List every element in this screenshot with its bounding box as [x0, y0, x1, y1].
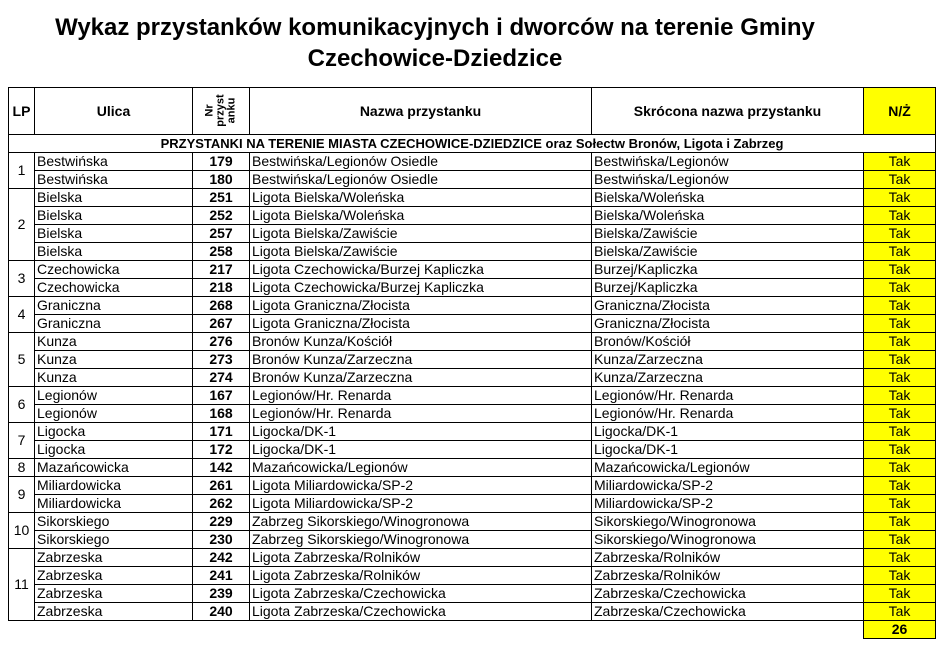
cell-nr: 268 — [193, 297, 250, 315]
cell-nazwa: Legionów/Hr. Renarda — [250, 405, 592, 423]
cell-ulica: Zabrzeska — [35, 585, 193, 603]
cell-nazwa: Ligota Miliardowicka/SP-2 — [250, 495, 592, 513]
cell-nr: 251 — [193, 189, 250, 207]
cell-ulica: Czechowicka — [35, 261, 193, 279]
cell-nz: Tak — [864, 279, 936, 297]
cell-ulica: Zabrzeska — [35, 549, 193, 567]
cell-nr: 240 — [193, 603, 250, 621]
table-row — [9, 495, 936, 513]
cell-nz: Tak — [864, 315, 936, 333]
cell-nz: Tak — [864, 423, 936, 441]
cell-skrocona: Miliardowicka/SP-2 — [592, 477, 864, 495]
cell-ulica: Graniczna — [35, 315, 193, 333]
cell-nr: 229 — [193, 513, 250, 531]
cell-skrocona: Burzej/Kapliczka — [592, 261, 864, 279]
cell-skrocona: Bielska/Woleńska — [592, 189, 864, 207]
cell-nazwa: Ligota Zabrzeska/Rolników — [250, 549, 592, 567]
table-row — [9, 567, 936, 585]
table-row — [9, 351, 936, 369]
header-nr-label: Nr przyst anku — [203, 94, 238, 127]
cell-ulica: Mazańcowicka — [35, 459, 193, 477]
table-row — [9, 171, 936, 189]
cell-lp: 4 — [9, 297, 35, 333]
cell-nr: 258 — [193, 243, 250, 261]
cell-ulica: Bielska — [35, 243, 193, 261]
cell-nz: Tak — [864, 441, 936, 459]
cell-skrocona: Miliardowicka/SP-2 — [592, 495, 864, 513]
cell-lp: 8 — [9, 459, 35, 477]
cell-skrocona: Ligocka/DK-1 — [592, 441, 864, 459]
cell-nazwa: Ligota Miliardowicka/SP-2 — [250, 477, 592, 495]
cell-ulica: Bielska — [35, 225, 193, 243]
title-line-1: Wykaz przystanków komunikacyjnych i dworców na terenie Gminy — [55, 14, 815, 41]
section-row — [9, 135, 936, 153]
cell-nz: Tak — [864, 495, 936, 513]
cell-skrocona: Bestwińska/Legionów — [592, 153, 864, 171]
cell-ulica: Kunza — [35, 333, 193, 351]
cell-nr: 239 — [193, 585, 250, 603]
cell-nz: Tak — [864, 459, 936, 477]
cell-ulica: Sikorskiego — [35, 531, 193, 549]
cell-nazwa: Ligota Graniczna/Złocista — [250, 315, 592, 333]
cell-nr: 168 — [193, 405, 250, 423]
table-row — [9, 423, 936, 441]
cell-nr: 172 — [193, 441, 250, 459]
cell-nr: 273 — [193, 351, 250, 369]
cell-nazwa: Bestwińska/Legionów Osiedle — [250, 171, 592, 189]
cell-ulica: Legionów — [35, 387, 193, 405]
cell-nr: 180 — [193, 171, 250, 189]
table-row — [9, 207, 936, 225]
cell-lp: 3 — [9, 261, 35, 297]
cell-nz: Tak — [864, 189, 936, 207]
cell-skrocona: Zabrzeska/Czechowicka — [592, 603, 864, 621]
cell-nazwa: Ligota Czechowicka/Burzej Kapliczka — [250, 279, 592, 297]
cell-nz: Tak — [864, 477, 936, 495]
cell-skrocona: Zabrzeska/Rolników — [592, 549, 864, 567]
cell-nazwa: Legionów/Hr. Renarda — [250, 387, 592, 405]
cell-nazwa: Ligota Bielska/Zawiście — [250, 243, 592, 261]
table-row — [9, 477, 936, 495]
cell-nazwa: Bronów Kunza/Zarzeczna — [250, 351, 592, 369]
cell-nr: 179 — [193, 153, 250, 171]
cell-skrocona: Bestwińska/Legionów — [592, 171, 864, 189]
cell-nazwa: Ligota Zabrzeska/Czechowicka — [250, 585, 592, 603]
header-ulica: Ulica — [35, 88, 193, 135]
cell-nz: Tak — [864, 531, 936, 549]
cell-skrocona: Bielska/Zawiście — [592, 225, 864, 243]
cell-skrocona: Graniczna/Złocista — [592, 315, 864, 333]
cell-nz: Tak — [864, 207, 936, 225]
cell-skrocona: Bielska/Zawiście — [592, 243, 864, 261]
cell-nazwa: Mazańcowicka/Legionów — [250, 459, 592, 477]
cell-lp: 7 — [9, 423, 35, 459]
cell-nz: Tak — [864, 405, 936, 423]
table-row — [9, 315, 936, 333]
cell-nazwa: Ligota Graniczna/Złocista — [250, 297, 592, 315]
table-row — [9, 405, 936, 423]
cell-nz: Tak — [864, 243, 936, 261]
cell-skrocona: Zabrzeska/Czechowicka — [592, 585, 864, 603]
cell-ulica: Czechowicka — [35, 279, 193, 297]
cell-ulica: Kunza — [35, 351, 193, 369]
cell-ulica: Legionów — [35, 405, 193, 423]
cell-nz: Tak — [864, 387, 936, 405]
table-row — [9, 225, 936, 243]
cell-nazwa: Bronów Kunza/Zarzeczna — [250, 369, 592, 387]
cell-lp: 5 — [9, 333, 35, 387]
total-count: 26 — [864, 621, 936, 639]
cell-ulica: Ligocka — [35, 423, 193, 441]
cell-nr: 142 — [193, 459, 250, 477]
cell-nz: Tak — [864, 567, 936, 585]
cell-skrocona: Graniczna/Złocista — [592, 297, 864, 315]
header-nr — [193, 88, 250, 135]
cell-nz: Tak — [864, 261, 936, 279]
cell-ulica: Bestwińska — [35, 153, 193, 171]
table-row — [9, 333, 936, 351]
table-header-row — [9, 88, 936, 135]
cell-nz: Tak — [864, 369, 936, 387]
cell-lp: 6 — [9, 387, 35, 423]
table-row — [9, 297, 936, 315]
table-row — [9, 549, 936, 567]
cell-lp: 2 — [9, 189, 35, 261]
cell-skrocona: Zabrzeska/Rolników — [592, 567, 864, 585]
cell-skrocona: Kunza/Zarzeczna — [592, 369, 864, 387]
header-nz: N/Ż — [864, 88, 936, 135]
cell-nr: 276 — [193, 333, 250, 351]
table-row — [9, 153, 936, 171]
cell-ulica: Bestwińska — [35, 171, 193, 189]
cell-skrocona: Sikorskiego/Winogronowa — [592, 513, 864, 531]
cell-nazwa: Ligota Bielska/Zawiście — [250, 225, 592, 243]
cell-nr: 218 — [193, 279, 250, 297]
cell-ulica: Kunza — [35, 369, 193, 387]
cell-nr: 171 — [193, 423, 250, 441]
cell-nr: 242 — [193, 549, 250, 567]
table-row — [9, 585, 936, 603]
cell-nz: Tak — [864, 297, 936, 315]
cell-skrocona: Burzej/Kapliczka — [592, 279, 864, 297]
title-line-2: Czechowice-Dziedzice — [307, 45, 563, 72]
cell-ulica: Zabrzeska — [35, 603, 193, 621]
table-row — [9, 387, 936, 405]
cell-ulica: Zabrzeska — [35, 567, 193, 585]
cell-nazwa: Ligota Zabrzeska/Rolników — [250, 567, 592, 585]
cell-nazwa: Ligota Zabrzeska/Czechowicka — [250, 603, 592, 621]
table-row — [9, 279, 936, 297]
cell-nazwa: Ligota Czechowicka/Burzej Kapliczka — [250, 261, 592, 279]
cell-nazwa: Zabrzeg Sikorskiego/Winogronowa — [250, 513, 592, 531]
table-row — [9, 441, 936, 459]
table-row — [9, 513, 936, 531]
table-row — [9, 459, 936, 477]
cell-nr: 267 — [193, 315, 250, 333]
cell-nazwa: Zabrzeg Sikorskiego/Winogronowa — [250, 531, 592, 549]
document-title — [0, 12, 870, 74]
cell-skrocona: Bielska/Woleńska — [592, 207, 864, 225]
cell-ulica: Miliardowicka — [35, 495, 193, 513]
cell-nazwa: Ligocka/DK-1 — [250, 423, 592, 441]
cell-lp: 10 — [9, 513, 35, 549]
table-body — [9, 135, 936, 639]
cell-nr: 252 — [193, 207, 250, 225]
bus-stops-table — [8, 87, 936, 639]
cell-ulica: Graniczna — [35, 297, 193, 315]
cell-skrocona: Mazańcowicka/Legionów — [592, 459, 864, 477]
cell-nz: Tak — [864, 585, 936, 603]
cell-ulica: Miliardowicka — [35, 477, 193, 495]
cell-nr: 217 — [193, 261, 250, 279]
cell-nr: 230 — [193, 531, 250, 549]
cell-nz: Tak — [864, 513, 936, 531]
cell-nazwa: Bronów Kunza/Kościół — [250, 333, 592, 351]
table-row — [9, 531, 936, 549]
cell-nr: 262 — [193, 495, 250, 513]
cell-lp: 11 — [9, 549, 35, 621]
cell-nr: 261 — [193, 477, 250, 495]
header-lp: LP — [9, 88, 35, 135]
header-skrocona: Skrócona nazwa przystanku — [592, 88, 864, 135]
cell-ulica: Sikorskiego — [35, 513, 193, 531]
total-row — [9, 621, 936, 639]
cell-nz: Tak — [864, 351, 936, 369]
cell-nr: 257 — [193, 225, 250, 243]
total-spacer — [9, 621, 864, 639]
cell-skrocona: Legionów/Hr. Renarda — [592, 405, 864, 423]
table-row — [9, 189, 936, 207]
cell-nr: 274 — [193, 369, 250, 387]
cell-lp: 1 — [9, 153, 35, 189]
table-row — [9, 369, 936, 387]
cell-skrocona: Bronów/Kościół — [592, 333, 864, 351]
cell-nr: 167 — [193, 387, 250, 405]
cell-lp: 9 — [9, 477, 35, 513]
cell-nazwa: Ligota Bielska/Woleńska — [250, 189, 592, 207]
cell-ulica: Ligocka — [35, 441, 193, 459]
cell-nz: Tak — [864, 603, 936, 621]
table-row — [9, 261, 936, 279]
header-nazwa: Nazwa przystanku — [250, 88, 592, 135]
cell-nz: Tak — [864, 333, 936, 351]
cell-nazwa: Ligocka/DK-1 — [250, 441, 592, 459]
cell-ulica: Bielska — [35, 207, 193, 225]
cell-nz: Tak — [864, 549, 936, 567]
cell-nz: Tak — [864, 225, 936, 243]
cell-ulica: Bielska — [35, 189, 193, 207]
cell-nz: Tak — [864, 171, 936, 189]
cell-nz: Tak — [864, 153, 936, 171]
cell-skrocona: Sikorskiego/Winogronowa — [592, 531, 864, 549]
cell-nazwa: Bestwińska/Legionów Osiedle — [250, 153, 592, 171]
section-heading: PRZYSTANKI NA TERENIE MIASTA CZECHOWICE-DZIEDZICE oraz Sołectw Bronów, Ligota i Zabrzeg — [9, 135, 936, 153]
cell-skrocona: Ligocka/DK-1 — [592, 423, 864, 441]
cell-nazwa: Ligota Bielska/Woleńska — [250, 207, 592, 225]
table-row — [9, 603, 936, 621]
cell-nr: 241 — [193, 567, 250, 585]
cell-skrocona: Kunza/Zarzeczna — [592, 351, 864, 369]
cell-skrocona: Legionów/Hr. Renarda — [592, 387, 864, 405]
table-row — [9, 243, 936, 261]
